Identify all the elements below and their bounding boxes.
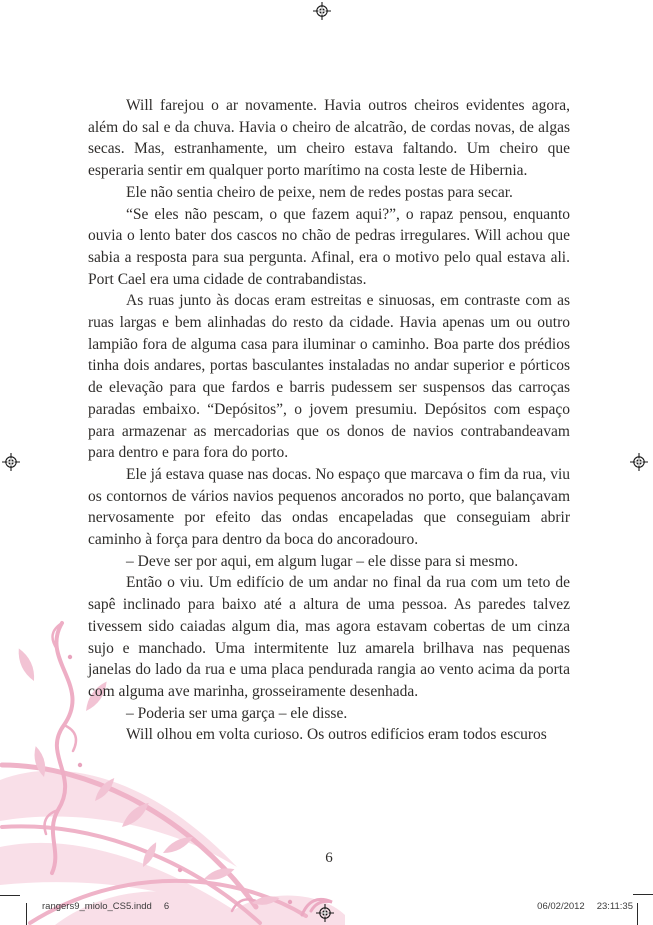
footer-slug-right	[537, 901, 633, 912]
paragraph: – Poderia ser uma garça – ele disse.	[126, 704, 348, 722]
registration-mark-right-icon	[630, 453, 648, 471]
paragraph: Will farejou o ar novamente. Havia outros cheiros evidentes agora, além do sal e da chuva. Havia o cheiro de alcatrão, de cordas novas, de algas secas. Mas, estranhamente, um cheiro estava faltando. Um cheiro que esperaria sentir em qualquer porto marítimo na costa leste de Hibernia.	[88, 97, 570, 180]
paragraph: “Se eles não pescam, o que fazem aqui?”, o rapaz pensou, enquanto ouvia o lento bater dos cascos no chão de pedras irregulares. Will achou que sabia a resposta para sua pergunta. Afinal, era o motivo pelo qual estava ali. Port Cael era uma cidade de contrabandistas.	[88, 205, 570, 288]
slug-date: 06/02/2012	[537, 901, 585, 912]
slug-page-ref: 6	[163, 901, 170, 912]
registration-mark-top-icon	[313, 2, 331, 20]
registration-mark-bottom-icon	[316, 904, 334, 922]
body-text	[88, 95, 570, 746]
crop-mark-bottom-right-vertical	[637, 903, 638, 925]
footer-slug-left	[42, 901, 169, 912]
page-number: 6	[325, 850, 333, 866]
paragraph: Ele não sentia cheiro de peixe, nem de redes postas para secar.	[126, 183, 513, 201]
paragraph: Então o viu. Um edifício de um andar no final da rua com um teto de sapê inclinado para baixo até a altura de uma pessoa. As paredes talvez tivessem sido caiadas algum dia, mas agora estavam cobertas de um cinza sujo e manchado. Uma intermitente luz amarela brilhava nas pequenas janelas do lado da rua e uma placa pendurada rangia ao vento acima da porta com alguma ave marinha, grosseiramente desenhada.	[88, 574, 570, 700]
paragraph: As ruas junto às docas eram estreitas e sinuosas, em contraste com as ruas largas e bem alinhadas do resto da cidade. Havia apenas um ou outro lampião fora de alguma casa para iluminar o caminho. Boa parte dos prédios tinha dois andares, portas basculantes instaladas no andar superior e pórticos de elevação para que fardos e barris pudessem ser suspensos das carroças paradas embaixo. “Depósitos”, o jovem presumiu. Depósitos com espaço para armazenar as mercadorias que os donos de navios contrabandeavam para dentro e para fora do porto.	[88, 292, 570, 462]
paragraph: Will olhou em volta curioso. Os outros edifícios eram todos escuros	[126, 726, 547, 744]
crop-mark-bottom-right-horizontal	[633, 894, 653, 895]
slug-time: 23:11:35	[596, 901, 633, 912]
crop-mark-bottom-left-vertical	[26, 903, 27, 925]
paragraph: – Deve ser por aqui, em algum lugar – ele disse para si mesmo.	[126, 552, 519, 570]
slug-filename: rangers9_miolo_CS5.indd	[42, 901, 152, 912]
registration-mark-left-icon	[2, 453, 20, 471]
paragraph: Ele já estava quase nas docas. No espaço que marcava o fim da rua, viu os contornos de vários navios pequenos ancorados no porto, que balançavam nervosamente por efeito das ondas encapeladas que conseguiam abrir caminho à força para dentro da boca do ancoradouro.	[88, 465, 570, 549]
crop-mark-bottom-left-horizontal	[0, 895, 20, 896]
